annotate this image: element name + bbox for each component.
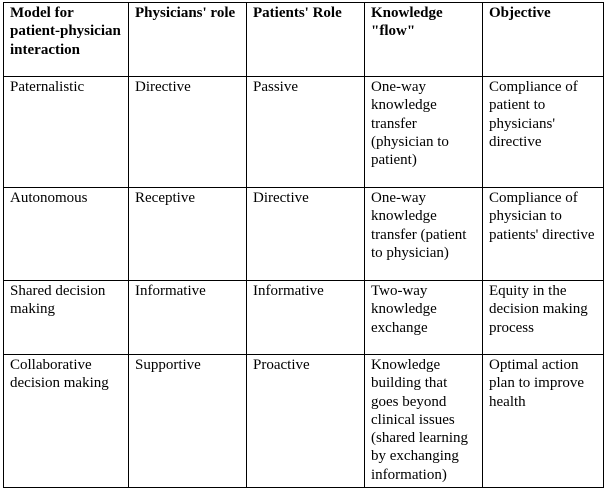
table-row bbox=[4, 281, 604, 355]
table-row bbox=[4, 355, 604, 488]
header-physicians-role: Physicians' role bbox=[129, 3, 247, 77]
cell-model: Paternalistic bbox=[4, 77, 129, 188]
cell-model: Autonomous bbox=[4, 188, 129, 281]
cell-physician-role: Directive bbox=[129, 77, 247, 188]
header-patients-role: Patients' Role bbox=[247, 3, 365, 77]
interaction-models-table bbox=[3, 2, 604, 488]
header-knowledge-flow: Knowledge "flow" bbox=[365, 3, 483, 77]
cell-knowledge-flow: Knowledge building that goes beyond clinical issues (shared learning by exchanging information) bbox=[365, 355, 483, 488]
table-row bbox=[4, 188, 604, 281]
cell-model: Shared decision making bbox=[4, 281, 129, 355]
header-objective: Objective bbox=[483, 3, 604, 77]
cell-objective: Optimal action plan to improve health bbox=[483, 355, 604, 488]
cell-physician-role: Informative bbox=[129, 281, 247, 355]
cell-objective: Compliance of patient to physicians' directive bbox=[483, 77, 604, 188]
cell-model: Collaborative decision making bbox=[4, 355, 129, 488]
cell-physician-role: Supportive bbox=[129, 355, 247, 488]
table-row bbox=[4, 77, 604, 188]
cell-patient-role: Proactive bbox=[247, 355, 365, 488]
cell-knowledge-flow: Two-way knowledge exchange bbox=[365, 281, 483, 355]
cell-knowledge-flow: One-way knowledge transfer (physician to patient) bbox=[365, 77, 483, 188]
cell-patient-role: Informative bbox=[247, 281, 365, 355]
cell-objective: Compliance of physician to patients' directive bbox=[483, 188, 604, 281]
cell-patient-role: Directive bbox=[247, 188, 365, 281]
cell-physician-role: Receptive bbox=[129, 188, 247, 281]
table-header-row bbox=[4, 3, 604, 77]
cell-objective: Equity in the decision making process bbox=[483, 281, 604, 355]
cell-patient-role: Passive bbox=[247, 77, 365, 188]
header-model: Model for patient-physician interaction bbox=[4, 3, 129, 77]
cell-knowledge-flow: One-way knowledge transfer (patient to physician) bbox=[365, 188, 483, 281]
